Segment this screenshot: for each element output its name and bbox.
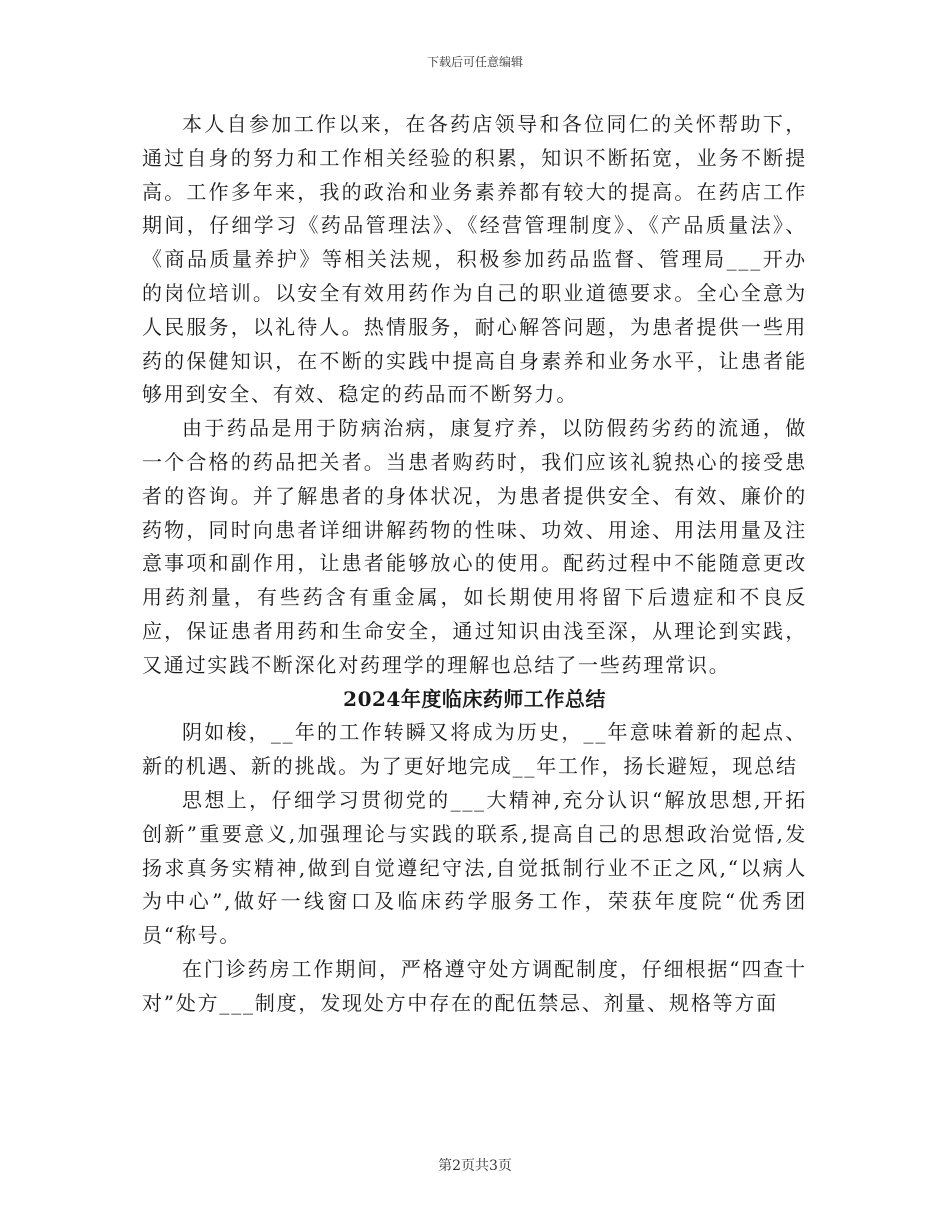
document-title: 2024年度临床药师工作总结 xyxy=(343,686,606,711)
paragraph-pharmacy-experience: 本人自参加工作以来，在各药店领导和各位同仁的关怀帮助下，通过自身的努力和工作相关经验的积累，知识不断拓宽，业务不断提高。工作多年来，我的政治和业务素养都有较大的提高。在药店工作期间，仔细学习《药品管理法》、《经营管理制度》、《产品质量法》、《商品质量养护》等相关法规，积极参加药品监督、管理局___开办的岗位培训。以安全有效用药作为自己的职业道德要求。全心全意为人民服务，以礼待人。热情服务，耐心解答问题，为患者提供一些用药的保健知识，在不断的实践中提高自身素养和业务水平，让患者能够用到安全、有效、稳定的药品而不断努力。 xyxy=(142,112,807,407)
document-body xyxy=(142,108,807,1021)
page-header-note: 下载后可任意编辑 xyxy=(426,55,523,69)
paragraph-ideology: 思想上，仔细学习贯彻党的___大精神,充分认识“解放思想,开拓创新”重要意义,加强理论与实践的联系,提高自己的思想政治觉悟,发扬求真务实精神,做到自觉遵纪守法,自觉抵制行业不正之风,“以病人为中心”,做好一线窗口及临床药学服务工作，荣获年度院“优秀团员“称号。 xyxy=(142,787,807,948)
paragraph-outpatient-pharmacy: 在门诊药房工作期间，严格遵守处方调配制度，仔细根据“四查十对”处方___制度，发现处方中存在的配伍禁忌、剂量、规格等方面 xyxy=(142,956,807,1015)
paragraph-drug-gatekeeper: 由于药品是用于防病治病，康复疗养，以防假药劣药的流通，做一个合格的药品把关者。当患者购药时，我们应该礼貌热心的接受患者的咨询。并了解患者的身体状况，为患者提供安全、有效、廉价的药物，同时向患者详细讲解药物的性味、功效、用途、用法用量及注意事项和副作用，让患者能够放心的使用。配药过程中不能随意更改用药剂量，有些药含有重金属，如长期使用将留下后遗症和不良反应，保证患者用药和生命安全，通过知识由浅至深，从理论到实践，又通过实践不断深化对药理学的理解也总结了一些药理常识。 xyxy=(142,416,807,677)
page-number: 第2页共3页 xyxy=(438,1158,512,1174)
paragraph-intro: 阴如梭，__年的工作转瞬又将成为历史，__年意味着新的起点、新的机遇、新的挑战。为了更好地完成__年工作，扬长避短，现总结 xyxy=(142,720,807,779)
